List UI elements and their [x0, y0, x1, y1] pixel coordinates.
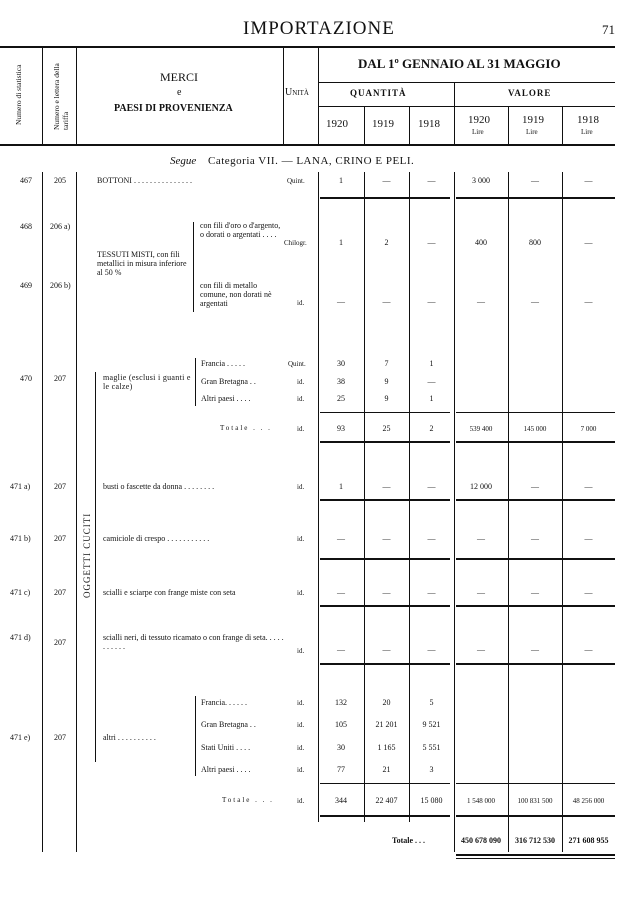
- row-470-altri-q1919: 9: [384, 394, 389, 403]
- row-471e-francia-q1918: 5: [429, 698, 434, 707]
- row-471b-v1918: —: [584, 534, 593, 543]
- row-471e-usa-unit: id.: [297, 744, 305, 752]
- row-468-desc: con fili d'oro o d'argento, o dorati o argentati . . . .: [200, 221, 281, 239]
- row-470-stat: 470: [20, 374, 32, 383]
- row-470-gb-q1920: 38: [337, 377, 345, 386]
- row-467-v1920: 3 000: [472, 176, 490, 185]
- row-470-gb-q1919: 9: [384, 377, 389, 386]
- row-470-francia-q1918: 1: [429, 359, 434, 368]
- lire-1920: Lire: [472, 128, 484, 136]
- row-468-v1920: 400: [475, 238, 487, 247]
- col-stat-header: Numero di statistica: [14, 64, 23, 125]
- header-top-rule: [0, 46, 615, 48]
- page-number: 71: [602, 22, 615, 37]
- row-471a-v1918: —: [584, 482, 593, 491]
- row-468-v1918: —: [584, 238, 593, 247]
- row-467-unit: Quint.: [287, 177, 305, 185]
- maglie-label: maglie (esclusi i guanti e le calze): [103, 373, 191, 391]
- grand-total-label: Totale . . .: [392, 836, 426, 845]
- row-471e-altri-q1918: 3: [429, 765, 434, 774]
- row-471e-altri-q1920: 77: [337, 765, 345, 774]
- brace-altri: [195, 696, 196, 776]
- row-471e-total-v1918: 48 256 000: [572, 797, 605, 805]
- row-471c-stat: 471 c): [10, 588, 31, 597]
- row-471b-q1920: —: [337, 534, 345, 543]
- row-471b-desc: camiciole di crespo . . . . . . . . . . .: [103, 534, 210, 543]
- row-471e-gb-q1920: 105: [335, 720, 347, 729]
- row-471c-unit: id.: [297, 589, 305, 597]
- oggetti-cuciti-label: OGGETTI CUCITI: [82, 512, 92, 598]
- row-471b-v1919: —: [531, 534, 539, 543]
- header-quantita: QUANTITÀ: [350, 88, 407, 98]
- row-471e-usa-desc: Stati Uniti . . . .: [201, 743, 251, 752]
- row-470-total-v1918: 7 000: [580, 425, 597, 433]
- row-471e-total-v1920: 1 548 000: [467, 797, 495, 805]
- row-471b-stat: 471 b): [10, 534, 31, 543]
- row-470-gb-desc: Gran Bretagna . .: [201, 377, 256, 386]
- row-471e-usa-q1920: 30: [337, 743, 345, 752]
- row-468-q1919: 2: [384, 238, 389, 247]
- col-tariff-header: Numero e lettera della tariffa: [52, 63, 70, 130]
- header-mid-rule: [318, 82, 615, 83]
- row-467-stat: 467: [20, 176, 32, 185]
- category-title: Categoria VII. — LANA, CRINO E PELI.: [208, 155, 415, 167]
- q-year-1920: 1920: [326, 118, 348, 130]
- brace-oggetti: [95, 372, 96, 762]
- page-title: IMPORTAZIONE: [243, 18, 395, 39]
- row-469-q1920: —: [337, 297, 345, 306]
- header-unita: Unità: [285, 87, 309, 98]
- row-467-tariff: 205: [54, 176, 66, 185]
- row-467-q1918: —: [427, 176, 436, 185]
- v-year-1918: 1918: [577, 114, 599, 126]
- row-470-total-q1920: 93: [337, 424, 345, 433]
- row-467-q1920: 1: [339, 176, 343, 185]
- row-470-total-q1919: 25: [382, 424, 391, 433]
- row-471e-gb-desc: Gran Bretagna . .: [201, 720, 256, 729]
- row-470-francia-unit: Quint.: [288, 360, 306, 368]
- row-471d-unit: id.: [297, 647, 305, 655]
- header-e: e: [177, 87, 182, 98]
- row-471c-v1920: —: [477, 588, 485, 597]
- row-470-tariff: 207: [54, 374, 66, 383]
- row-470-gb-q1918: —: [427, 377, 436, 386]
- header-valore: VALORE: [508, 88, 552, 98]
- lire-1919: Lire: [526, 128, 538, 136]
- grand-total-v1918: 271 608 955: [568, 836, 609, 845]
- row-467-desc: BOTTONI . . . . . . . . . . . . . . .: [97, 176, 192, 185]
- row-471e-francia-desc: Francia. . . . . .: [201, 698, 247, 707]
- row-471c-q1918: —: [427, 588, 436, 597]
- row-469-tariff: 206 b): [50, 281, 71, 290]
- row-471e-stat: 471 e): [10, 733, 31, 742]
- row-471e-altri-q1919: 21: [382, 765, 391, 774]
- row-471d-tariff: 207: [54, 638, 66, 647]
- row-470-altri-desc: Altri paesi . . . .: [201, 394, 251, 403]
- row-469-q1919: —: [382, 297, 391, 306]
- row-471e-total-label: Totale . . .: [222, 796, 274, 804]
- row-471c-q1920: —: [337, 588, 345, 597]
- row-471e-total-q1920: 344: [335, 796, 347, 805]
- row-471a-tariff: 207: [54, 482, 66, 491]
- header-merci: MERCI: [160, 70, 199, 84]
- v-year-1919: 1919: [522, 114, 544, 126]
- row-470-total-v1920: 539 400: [469, 425, 493, 433]
- row-469-v1920: —: [477, 297, 485, 306]
- row-471e-usa-q1919: 1 165: [377, 743, 396, 752]
- row-471e-total-q1918: 15 080: [420, 796, 443, 805]
- grand-total-v1920: 450 678 090: [461, 836, 501, 845]
- row-471e-usa-q1918: 5 551: [422, 743, 441, 752]
- row-471e-francia-unit: id.: [297, 699, 305, 707]
- row-470-gb-unit: id.: [297, 378, 305, 386]
- row-468-v1919: 800: [529, 238, 541, 247]
- row-468-tariff: 206 a): [50, 222, 71, 231]
- row-471c-v1919: —: [531, 588, 539, 597]
- row-471d-v1918: —: [584, 645, 593, 654]
- row-471b-unit: id.: [297, 535, 305, 543]
- row-470-total-unit: id.: [297, 425, 305, 433]
- row-467-q1919: —: [382, 176, 391, 185]
- header-period: DAL 1º GENNAIO AL 31 MAGGIO: [358, 56, 561, 71]
- brace-tessuti: [193, 222, 194, 312]
- row-469-stat: 469: [20, 281, 32, 290]
- row-471d-desc: scialli neri, di tessuto ricamato o con frange di seta. . . . . . . . . . .: [103, 633, 284, 651]
- row-468-unit: Chilogr.: [284, 239, 307, 247]
- category-segue: Segue: [170, 155, 197, 167]
- row-467-v1919: —: [531, 176, 539, 185]
- q-year-1918: 1918: [418, 118, 440, 130]
- row-471d-stat: 471 d): [10, 633, 31, 642]
- row-469-v1918: —: [584, 297, 593, 306]
- row-471a-v1919: —: [531, 482, 539, 491]
- header-bottom-rule: [0, 144, 615, 146]
- row-470-francia-desc: Francia . . . . .: [201, 359, 245, 368]
- row-470-altri-q1920: 25: [337, 394, 345, 403]
- row-468-stat: 468: [20, 222, 32, 231]
- row-468-q1920: 1: [339, 238, 343, 247]
- row-469-v1919: —: [531, 297, 539, 306]
- row-471d-q1920: —: [337, 645, 345, 654]
- header-year-rule: [318, 106, 615, 107]
- row-471c-q1919: —: [382, 588, 391, 597]
- row-471e-francia-q1920: 132: [335, 698, 347, 707]
- row-471e-tariff: 207: [54, 733, 66, 742]
- row-471e-total-v1919: 100 831 500: [517, 797, 553, 805]
- row-471a-q1919: —: [382, 482, 391, 491]
- row-471e-altri-desc: Altri paesi . . . .: [201, 765, 251, 774]
- row-470-total-q1918: 2: [429, 424, 434, 433]
- row-471a-unit: id.: [297, 483, 305, 491]
- row-471a-q1918: —: [427, 482, 436, 491]
- row-471c-v1918: —: [584, 588, 593, 597]
- row-471e-desc: altri . . . . . . . . . .: [103, 733, 156, 742]
- row-471e-total-unit: id.: [297, 797, 305, 805]
- q-year-1919: 1919: [372, 118, 394, 130]
- row-469-desc: con fili di metallo comune, non dorati nè argentati: [200, 281, 272, 308]
- grand-total-v1919: 316 712 530: [515, 836, 555, 845]
- row-471b-q1919: —: [382, 534, 391, 543]
- row-471e-francia-q1919: 20: [382, 698, 391, 707]
- row-470-francia-q1919: 7: [384, 359, 389, 368]
- row-471c-desc: scialli e sciarpe con frange miste con seta: [103, 588, 236, 597]
- row-467-v1918: —: [584, 176, 593, 185]
- row-470-altri-q1918: 1: [429, 394, 434, 403]
- row-471a-stat: 471 a): [10, 482, 31, 491]
- row-470-total-label: Totale . . .: [220, 424, 272, 432]
- row-471a-v1920: 12 000: [470, 482, 492, 491]
- row-471d-q1919: —: [382, 645, 391, 654]
- tessuti-misti-label: TESSUTI MISTI, con fili metallici in misura inferiore al 50 %: [97, 250, 187, 277]
- row-471b-tariff: 207: [54, 534, 66, 543]
- row-470-total-v1919: 145 000: [523, 425, 547, 433]
- v-year-1920: 1920: [468, 114, 490, 126]
- row-471e-total-q1919: 22 407: [375, 796, 398, 805]
- row-471b-q1918: —: [427, 534, 436, 543]
- row-471e-gb-q1918: 9 521: [422, 720, 441, 729]
- row-471a-q1920: 1: [339, 482, 343, 491]
- row-471d-v1919: —: [531, 645, 539, 654]
- row-468-q1918: —: [427, 238, 436, 247]
- row-471d-q1918: —: [427, 645, 436, 654]
- row-469-unit: id.: [297, 299, 305, 307]
- row-469-q1918: —: [427, 297, 436, 306]
- row-470-francia-q1920: 30: [337, 359, 345, 368]
- row-471c-tariff: 207: [54, 588, 66, 597]
- row-471d-v1920: —: [477, 645, 485, 654]
- row-471a-desc: busti o fascette da donna . . . . . . . .: [103, 482, 215, 491]
- brace-maglie: [195, 358, 196, 406]
- row-470-altri-unit: id.: [297, 395, 305, 403]
- row-471b-v1920: —: [477, 534, 485, 543]
- row-471e-gb-q1919: 21 201: [375, 720, 398, 729]
- lire-1918: Lire: [581, 128, 593, 136]
- header-paesi: PAESI DI PROVENIENZA: [114, 103, 233, 114]
- row-471e-gb-unit: id.: [297, 721, 305, 729]
- row-471e-altri-unit: id.: [297, 766, 305, 774]
